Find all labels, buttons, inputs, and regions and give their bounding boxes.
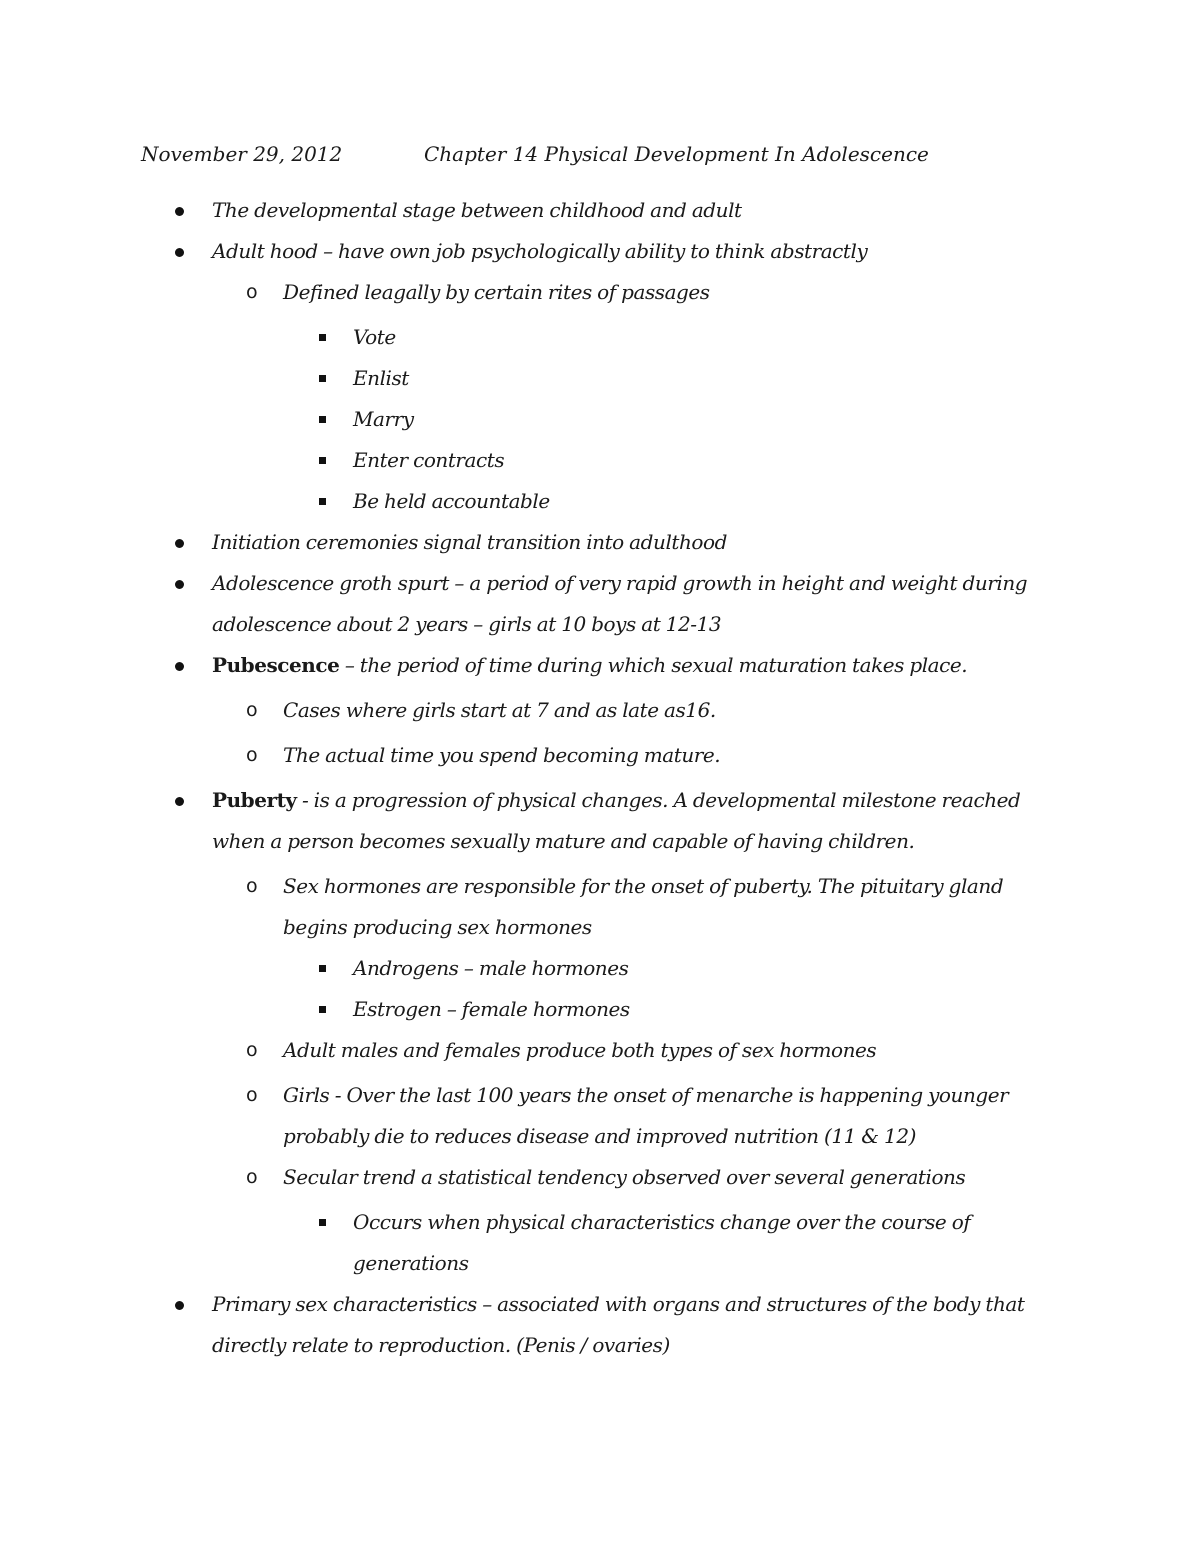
bullet-disc-icon (175, 1301, 184, 1310)
header-date: November 29, 2012 (141, 142, 343, 166)
bullet-circle-icon: o (246, 1166, 258, 1188)
list-item-text: Secular trend a statistical tendency observed over several generations (283, 1165, 966, 1189)
list-item (0, 190, 1048, 231)
list-item-text: The developmental stage between childhood and adult (212, 198, 742, 222)
list-item-text: Cases where girls start at 7 and as late as16. (283, 698, 716, 722)
header-title: Chapter 14 Physical Development In Adolescence (424, 142, 929, 166)
list-item (0, 690, 1048, 731)
bullet-circle-icon: o (246, 744, 258, 766)
list-item (0, 989, 1048, 1030)
bullet-square-icon (319, 457, 326, 464)
list-item-text: Vote (353, 325, 396, 349)
definition-text: - is a progression of physical changes. A developmental milestone reached when a person becomes sexually mature and capable of having children. (212, 788, 1021, 853)
list-item-text: Adult males and females produce both types of sex hormones (283, 1038, 877, 1062)
bullet-circle-icon: o (246, 1039, 258, 1061)
list-item (0, 780, 1048, 862)
list-item-text: Initiation ceremonies signal transition into adulthood (212, 530, 727, 554)
list-item (0, 1030, 1048, 1071)
list-item (0, 866, 1048, 948)
term-puberty: Puberty (212, 788, 297, 812)
bullet-square-icon (319, 965, 326, 972)
bullet-circle-icon: o (246, 875, 258, 897)
list-item (0, 735, 1048, 776)
bullet-square-icon (319, 375, 326, 382)
list-item-text: Adolescence groth spurt – a period of very rapid growth in height and weight during adolescence about 2 years – girls at 10 boys at 12-13 (212, 571, 1028, 636)
list-item (0, 231, 1048, 272)
list-item-text: Defined leagally by certain rites of passages (283, 280, 710, 304)
bullet-square-icon (319, 1219, 326, 1226)
list-item-text: Enter contracts (353, 448, 505, 472)
bullet-square-icon (319, 416, 326, 423)
list-item-text: Occurs when physical characteristics change over the course of generations (353, 1210, 971, 1275)
page-header (141, 142, 929, 166)
bullet-square-icon (319, 498, 326, 505)
list-item (0, 1284, 1048, 1366)
definition-text: – the period of time during which sexual maturation takes place. (339, 653, 968, 677)
list-item (0, 440, 1048, 481)
list-item-text: Girls - Over the last 100 years the onset of menarche is happening younger probably die to reduces disease and improved nutrition (11 & 12) (283, 1083, 1009, 1148)
list-item (0, 399, 1048, 440)
list-item-text (212, 645, 1048, 686)
list-item (0, 1157, 1048, 1198)
bullet-square-icon (319, 334, 326, 341)
bullet-circle-icon: o (246, 699, 258, 721)
list-item-text: The actual time you spend becoming mature. (283, 743, 721, 767)
term-pubescence: Pubescence (212, 653, 340, 677)
list-item-text: Estrogen – female hormones (353, 997, 630, 1021)
list-item-text: Primary sex characteristics – associated with organs and structures of the body that directly relate to reproduction. (Penis / ovaries) (212, 1292, 1025, 1357)
list-item (0, 563, 1048, 645)
bullet-disc-icon (175, 207, 184, 216)
bullet-disc-icon (175, 580, 184, 589)
list-item-text: Sex hormones are responsible for the onset of puberty. The pituitary gland begins producing sex hormones (283, 874, 1004, 939)
bullet-square-icon (319, 1006, 326, 1013)
bullet-circle-icon: o (246, 281, 258, 303)
bullet-disc-icon (175, 539, 184, 548)
list-item (0, 1075, 1048, 1157)
list-item (0, 481, 1048, 522)
list-item (0, 317, 1048, 358)
bullet-disc-icon (175, 248, 184, 257)
list-item-text: Be held accountable (353, 489, 550, 513)
list-item (0, 522, 1048, 563)
list-item-text: Androgens – male hormones (353, 956, 629, 980)
notes-list (0, 190, 1200, 1366)
list-item (0, 1202, 1048, 1284)
list-item (0, 645, 1048, 686)
list-item-text: Adult hood – have own job psychologically ability to think abstractly (212, 239, 868, 263)
bullet-circle-icon: o (246, 1084, 258, 1106)
list-item-text: Marry (353, 407, 414, 431)
list-item-text (212, 780, 1048, 862)
bullet-disc-icon (175, 797, 184, 806)
list-item (0, 358, 1048, 399)
bullet-disc-icon (175, 662, 184, 671)
list-item (0, 272, 1048, 313)
list-item-text: Enlist (353, 366, 409, 390)
list-item (0, 948, 1048, 989)
